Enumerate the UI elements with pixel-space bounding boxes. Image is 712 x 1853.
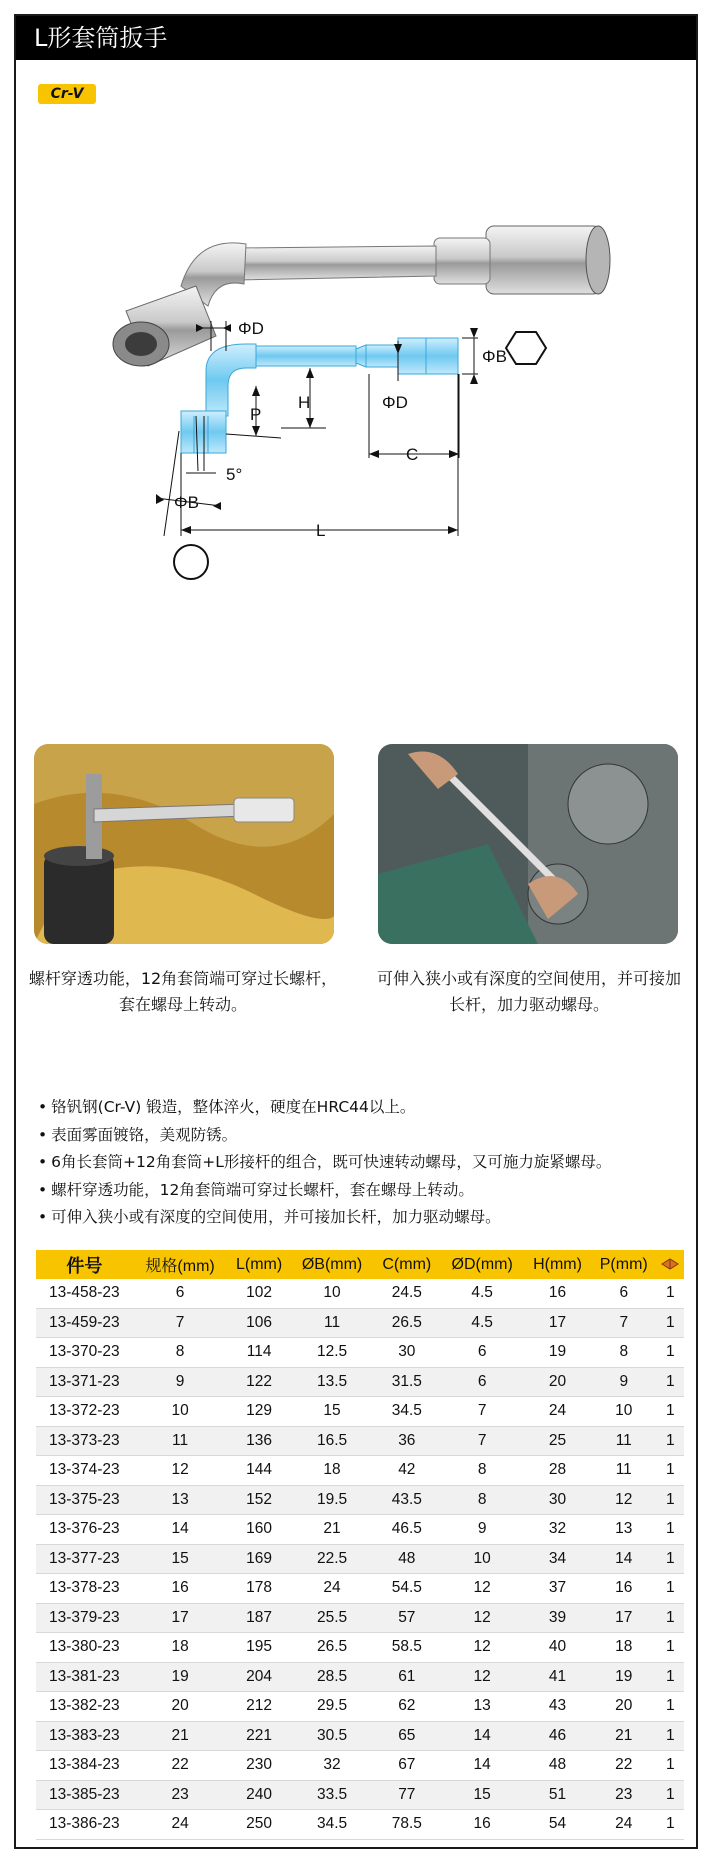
cell-l: 114 [228,1338,291,1368]
table-row [36,1721,684,1751]
cell-p: 17 [591,1603,657,1633]
cell-p: 22 [591,1751,657,1781]
cell-od: 12 [440,1574,524,1604]
cell-l: 212 [228,1692,291,1722]
cell-od: 13 [440,1692,524,1722]
product-frame [14,14,698,1849]
table-header-row [36,1250,684,1279]
cell-size: 23 [133,1780,228,1810]
cell-c: 36 [373,1426,440,1456]
cell-p: 19 [591,1662,657,1692]
cell-ob: 11 [291,1308,374,1338]
cell-od: 7 [440,1426,524,1456]
cell-ob: 30.5 [291,1721,374,1751]
cell-part-number: 13-458-23 [36,1279,133,1308]
cell-p: 13 [591,1515,657,1545]
cell-od: 8 [440,1456,524,1486]
cell-quantity: 1 [657,1485,684,1515]
cell-p: 6 [591,1279,657,1308]
cell-od: 12 [440,1633,524,1663]
cell-quantity: 1 [657,1810,684,1840]
spec-table [36,1250,684,1840]
cell-c: 58.5 [373,1633,440,1663]
feature-item: • 铬钒钢(Cr-V) 锻造，整体淬火，硬度在HRC44以上。 [38,1094,688,1122]
cell-l: 195 [228,1633,291,1663]
col-part-number: 件号 [36,1250,133,1279]
cell-c: 43.5 [373,1485,440,1515]
cell-c: 67 [373,1751,440,1781]
cell-size: 10 [133,1397,228,1427]
cell-h: 34 [524,1544,591,1574]
table-row [36,1692,684,1722]
col-size: 规格(mm) [133,1250,228,1279]
feature-item: • 螺杆穿透功能，12角套筒端可穿过长螺杆，套在螺母上转动。 [38,1177,688,1205]
feature-item: • 可伸入狭小或有深度的空间使用，并可接加长杆，加力驱动螺母。 [38,1204,688,1232]
table-row [36,1485,684,1515]
cell-c: 78.5 [373,1810,440,1840]
cell-part-number: 13-377-23 [36,1544,133,1574]
cell-c: 34.5 [373,1397,440,1427]
cell-c: 24.5 [373,1279,440,1308]
table-row [36,1662,684,1692]
cell-part-number: 13-384-23 [36,1751,133,1781]
feature-item: • 表面雾面镀铬，美观防锈。 [38,1122,688,1150]
cell-quantity: 1 [657,1544,684,1574]
cell-h: 19 [524,1338,591,1368]
cell-ob: 24 [291,1574,374,1604]
cell-od: 12 [440,1603,524,1633]
cell-ob: 18 [291,1456,374,1486]
cell-h: 40 [524,1633,591,1663]
table-row [36,1780,684,1810]
cell-part-number: 13-382-23 [36,1692,133,1722]
cell-h: 39 [524,1603,591,1633]
col-od: ØD(mm) [440,1250,524,1279]
cell-c: 48 [373,1544,440,1574]
table-row [36,1308,684,1338]
cell-c: 65 [373,1721,440,1751]
label-ob-left: ΦB [174,493,199,512]
cell-h: 16 [524,1279,591,1308]
cell-od: 4.5 [440,1308,524,1338]
cell-od: 10 [440,1544,524,1574]
cell-l: 221 [228,1721,291,1751]
twelve-point-icon [174,545,208,579]
cell-part-number: 13-374-23 [36,1456,133,1486]
cell-od: 6 [440,1367,524,1397]
cell-h: 25 [524,1426,591,1456]
cell-p: 12 [591,1485,657,1515]
cell-ob: 13.5 [291,1367,374,1397]
cell-part-number: 13-386-23 [36,1810,133,1840]
cell-quantity: 1 [657,1633,684,1663]
cell-p: 9 [591,1367,657,1397]
cell-h: 54 [524,1810,591,1840]
cell-ob: 29.5 [291,1692,374,1722]
cell-size: 16 [133,1574,228,1604]
spec-table-body [36,1279,684,1839]
technical-drawing [156,319,546,579]
cell-l: 230 [228,1751,291,1781]
table-row [36,1367,684,1397]
cell-ob: 33.5 [291,1780,374,1810]
cell-od: 9 [440,1515,524,1545]
hexagon-icon [506,332,546,364]
label-od-mid: ΦD [382,393,408,412]
cell-l: 204 [228,1662,291,1692]
page-title: L形套筒扳手 [16,16,696,60]
cell-c: 61 [373,1662,440,1692]
table-row [36,1279,684,1308]
cell-c: 57 [373,1603,440,1633]
cell-part-number: 13-376-23 [36,1515,133,1545]
cell-size: 9 [133,1367,228,1397]
cell-size: 11 [133,1426,228,1456]
cell-h: 51 [524,1780,591,1810]
label-h: H [298,393,311,412]
cell-part-number: 13-375-23 [36,1485,133,1515]
cell-quantity: 1 [657,1515,684,1545]
table-row [36,1397,684,1427]
cell-l: 122 [228,1367,291,1397]
cell-size: 17 [133,1603,228,1633]
cell-h: 24 [524,1397,591,1427]
label-od-top: ΦD [238,319,264,338]
cell-part-number: 13-373-23 [36,1426,133,1456]
cell-p: 11 [591,1456,657,1486]
table-row [36,1574,684,1604]
cell-quantity: 1 [657,1279,684,1308]
cell-p: 21 [591,1721,657,1751]
cell-l: 144 [228,1456,291,1486]
cell-l: 187 [228,1603,291,1633]
wrench-diagram [86,116,676,756]
cell-l: 250 [228,1810,291,1840]
label-angle: 5° [226,465,243,484]
cell-size: 21 [133,1721,228,1751]
col-package [657,1250,684,1279]
cell-ob: 15 [291,1397,374,1427]
cell-p: 10 [591,1397,657,1427]
cell-p: 8 [591,1338,657,1368]
cell-c: 42 [373,1456,440,1486]
col-p: P(mm) [591,1250,657,1279]
cell-h: 17 [524,1308,591,1338]
usage-photo-right [378,744,678,944]
cell-od: 6 [440,1338,524,1368]
cell-part-number: 13-379-23 [36,1603,133,1633]
label-ob-right: ΦB [482,347,507,366]
col-ob: ØB(mm) [291,1250,374,1279]
cell-ob: 21 [291,1515,374,1545]
cell-h: 30 [524,1485,591,1515]
cell-p: 20 [591,1692,657,1722]
label-l: L [316,521,326,540]
usage-photo-left [34,744,334,944]
cell-ob: 10 [291,1279,374,1308]
cell-l: 178 [228,1574,291,1604]
cell-od: 16 [440,1810,524,1840]
cell-od: 12 [440,1662,524,1692]
cell-ob: 22.5 [291,1544,374,1574]
cell-size: 7 [133,1308,228,1338]
cell-part-number: 13-385-23 [36,1780,133,1810]
cell-h: 43 [524,1692,591,1722]
cell-quantity: 1 [657,1751,684,1781]
table-row [36,1426,684,1456]
cell-quantity: 1 [657,1780,684,1810]
cell-quantity: 1 [657,1603,684,1633]
cell-quantity: 1 [657,1426,684,1456]
cell-ob: 12.5 [291,1338,374,1368]
cell-ob: 16.5 [291,1426,374,1456]
table-row [36,1810,684,1840]
cell-p: 23 [591,1780,657,1810]
cell-ob: 28.5 [291,1662,374,1692]
col-h: H(mm) [524,1250,591,1279]
cell-h: 32 [524,1515,591,1545]
cell-part-number: 13-459-23 [36,1308,133,1338]
cell-l: 240 [228,1780,291,1810]
cell-p: 16 [591,1574,657,1604]
caption-right: 可伸入狭小或有深度的空间使用，并可接加长杆，加力驱动螺母。 [376,969,681,1014]
label-c: C [406,445,419,464]
cell-l: 106 [228,1308,291,1338]
cell-p: 11 [591,1426,657,1456]
cell-ob: 34.5 [291,1810,374,1840]
cell-l: 136 [228,1426,291,1456]
label-p: P [250,405,262,424]
cell-p: 7 [591,1308,657,1338]
table-row [36,1338,684,1368]
cell-p: 24 [591,1810,657,1840]
cell-l: 160 [228,1515,291,1545]
cell-c: 54.5 [373,1574,440,1604]
cell-c: 26.5 [373,1308,440,1338]
cell-quantity: 1 [657,1456,684,1486]
cell-ob: 25.5 [291,1603,374,1633]
cell-c: 31.5 [373,1367,440,1397]
cell-quantity: 1 [657,1338,684,1368]
cell-part-number: 13-378-23 [36,1574,133,1604]
cell-c: 30 [373,1338,440,1368]
cell-c: 77 [373,1780,440,1810]
cell-l: 102 [228,1279,291,1308]
cell-part-number: 13-380-23 [36,1633,133,1663]
cell-size: 8 [133,1338,228,1368]
feature-list [38,1094,688,1232]
cell-h: 48 [524,1751,591,1781]
cell-quantity: 1 [657,1574,684,1604]
table-row [36,1544,684,1574]
cell-h: 20 [524,1367,591,1397]
cell-od: 8 [440,1485,524,1515]
cell-h: 41 [524,1662,591,1692]
cell-ob: 19.5 [291,1485,374,1515]
col-c: C(mm) [373,1250,440,1279]
cell-part-number: 13-383-23 [36,1721,133,1751]
cell-size: 22 [133,1751,228,1781]
cell-p: 14 [591,1544,657,1574]
cell-quantity: 1 [657,1397,684,1427]
cell-od: 14 [440,1751,524,1781]
col-l: L(mm) [228,1250,291,1279]
cell-l: 169 [228,1544,291,1574]
cell-part-number: 13-371-23 [36,1367,133,1397]
caption-left: 螺杆穿透功能，12角套筒端可穿过长螺杆，套在螺母上转动。 [28,969,338,1014]
cell-part-number: 13-372-23 [36,1397,133,1427]
table-row [36,1603,684,1633]
cell-p: 18 [591,1633,657,1663]
cell-l: 152 [228,1485,291,1515]
cell-size: 6 [133,1279,228,1308]
box-icon [660,1258,680,1270]
cell-size: 15 [133,1544,228,1574]
cell-part-number: 13-381-23 [36,1662,133,1692]
cell-quantity: 1 [657,1662,684,1692]
cell-quantity: 1 [657,1721,684,1751]
cell-quantity: 1 [657,1308,684,1338]
table-row [36,1633,684,1663]
cell-ob: 32 [291,1751,374,1781]
table-row [36,1456,684,1486]
cell-od: 15 [440,1780,524,1810]
cell-quantity: 1 [657,1367,684,1397]
cell-part-number: 13-370-23 [36,1338,133,1368]
cell-size: 19 [133,1662,228,1692]
cell-size: 18 [133,1633,228,1663]
cell-quantity: 1 [657,1692,684,1722]
cell-od: 14 [440,1721,524,1751]
cell-l: 129 [228,1397,291,1427]
cell-h: 28 [524,1456,591,1486]
cell-size: 13 [133,1485,228,1515]
cell-od: 7 [440,1397,524,1427]
cell-size: 20 [133,1692,228,1722]
cell-c: 46.5 [373,1515,440,1545]
feature-item: • 6角长套筒+12角套筒+L形接杆的组合，既可快速转动螺母，又可施力旋紧螺母。 [38,1149,688,1177]
table-row [36,1751,684,1781]
cell-size: 12 [133,1456,228,1486]
cell-ob: 26.5 [291,1633,374,1663]
cell-size: 14 [133,1515,228,1545]
cell-c: 62 [373,1692,440,1722]
cell-od: 4.5 [440,1279,524,1308]
cell-h: 37 [524,1574,591,1604]
cell-h: 46 [524,1721,591,1751]
table-row [36,1515,684,1545]
material-badge: Cr-V [38,84,96,104]
cell-size: 24 [133,1810,228,1840]
